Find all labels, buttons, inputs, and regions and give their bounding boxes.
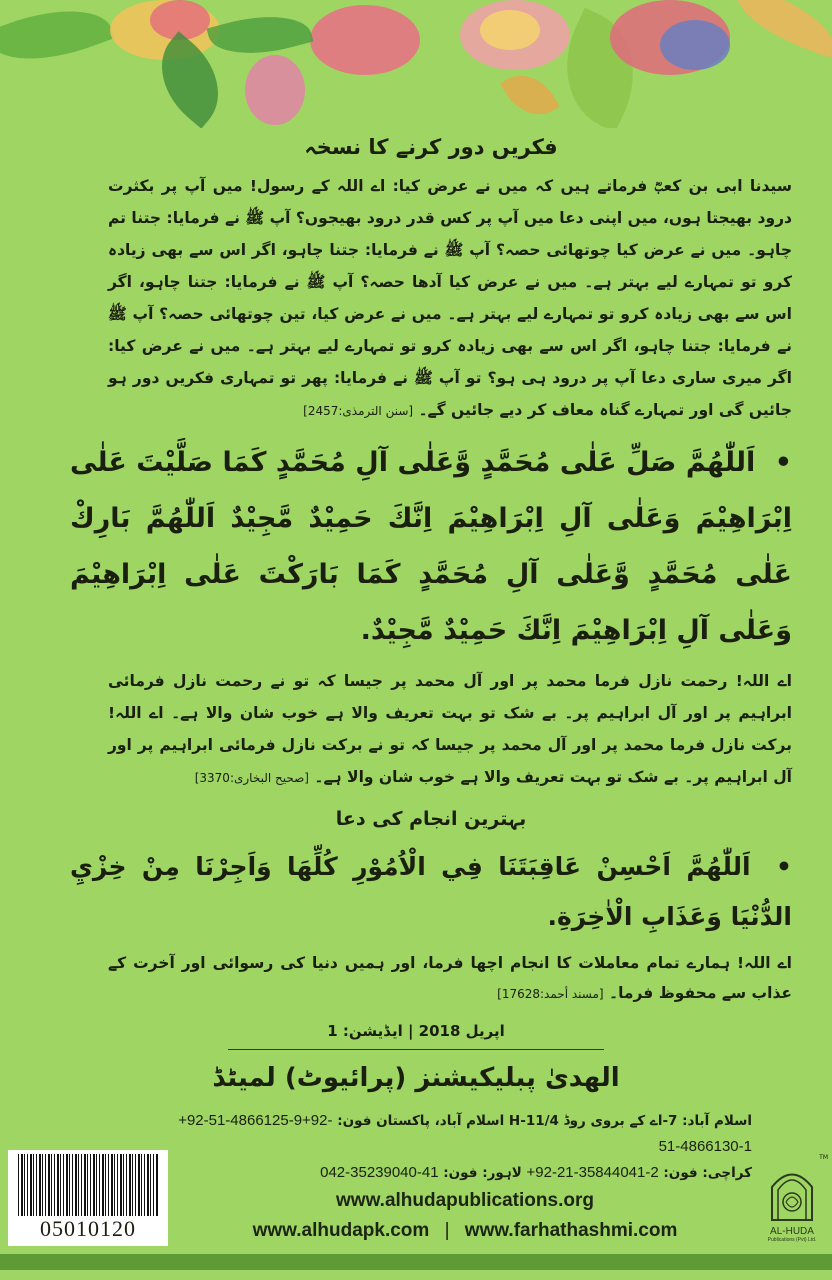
islamabad-address-label: اسلام آباد: 7-اے کے بروی روڈ H-11/4 اسلام آباد، پاکستان فون: xyxy=(337,1113,752,1129)
dua-translation xyxy=(108,948,792,1009)
dua-translation-text: اے اللہ! ہمارے تمام معاملات کا انجام اچھا فرما، اور ہمیں دنیا کی رسوائی اور آخرت کے عذاب سے محفوظ فرما۔ xyxy=(108,954,792,1002)
website-row-1 xyxy=(178,1186,752,1216)
durood-text: اَللّٰهُمَّ صَلِّ عَلٰى مُحَمَّدٍ وَّعَلٰى آلِ مُحَمَّدٍ كَمَا صَلَّيْتَ عَلٰى اِبْرَاهِيْمَ وَعَلٰى آلِ اِبْرَاهِيْمَ اِنَّكَ حَمِيْدٌ مَّجِيْدٌ اَللّٰهُمَّ بَارِكْ عَلٰى مُحَمَّدٍ وَّعَلٰى آلِ مُحَمَّدٍ كَمَا بَارَكْتَ عَلٰى اِبْرَاهِيْمَ وَعَلٰى آلِ اِبْرَاهِيْمَ اِنَّكَ حَمِيْدٌ مَّجِيْدٌ. xyxy=(70,447,792,646)
islamabad-address xyxy=(178,1108,752,1160)
durood-translation-text: اے اللہ! رحمت نازل فرما محمد پر اور آل محمد پر جیسا کہ تو نے رحمت نازل فرمائی ابراہیم پر اور آل ابراہیم پر۔ بے شک تو بہت تعریف والا ہے خوب شان والا ہے۔ اے اللہ! برکت نازل فرما محمد پر اور آل محمد پر جیسا کہ تو نے برکت نازل فرمائی ابراہیم پر اور آل ابراہیم پر۔ بے شک تو بہت تعریف والا ہے خوب شان والا ہے۔ xyxy=(108,672,792,786)
dua-reference: [مسند أحمد:17628] xyxy=(497,987,604,1001)
barcode-number: 05010120 xyxy=(40,1216,136,1241)
dua-text: اَللّٰهُمَّ اَحْسِنْ عَاقِبَتَنَا فِي الْاُمُوْرِ كُلِّهَا وَاَجِرْنَا مِنْ خِزْيِ الدُّنْيَا وَعَذَابِ الْاٰخِرَةِ. xyxy=(70,852,792,931)
bullet: • xyxy=(774,447,792,478)
dua-heading: بہترین انجام کی دعا xyxy=(335,808,527,830)
hadith-text: سیدنا ابی بن کعبؓ فرماتے ہیں کہ میں نے عرض کیا: اے اللہ کے رسول! میں آپ پر بکثرت درود بھیجتا ہوں، میں اپنی دعا میں آپ پر کس قدر درود بھیجوں؟ آپ ﷺ نے فرمایا: جتنا تم چاہو۔ میں نے عرض کیا چوتھائی حصہ؟ آپ ﷺ نے فرمایا: جتنا چاہو، اگر اس سے بھی زیادہ کرو تو تمہارے لیے بہتر ہے۔ میں نے عرض کیا آدھا حصہ؟ آپ ﷺ نے فرمایا: جتنا چاہو، اگر اس سے بھی زیادہ کرو تو تمہارے لیے بہتر ہے۔ میں نے عرض کیا، تین چوتھائی حصہ؟ آپ ﷺ نے فرمایا: جتنا چاہو، اگر اس سے بھی زیادہ کرو تو تمہارے لیے بہتر ہے۔ میں نے عرض کیا: اگر میری ساری دعا آپ پر درود ہی ہو؟ تو آپ ﷺ نے فرمایا: پھر تو تمہاری فکریں دور ہو جائیں گی اور تمہارے گناہ معاف کر دیے جائیں گے۔ xyxy=(108,177,792,419)
website-link-farhathashmi[interactable]: www.farhathashmi.com xyxy=(464,1220,678,1241)
trademark: TM xyxy=(819,1154,828,1161)
karachi-label: کراچی: فون: xyxy=(663,1165,752,1181)
karachi-lahore-contacts xyxy=(178,1160,752,1186)
floral-header-illustration xyxy=(0,0,832,128)
footer xyxy=(0,1108,832,1254)
alhuda-logo-icon xyxy=(762,1162,822,1222)
hadith-paragraph xyxy=(108,170,792,427)
cover-content xyxy=(0,132,832,1009)
karachi-phone: +92-21-35844041-2 xyxy=(526,1164,659,1181)
hadith-reference: [سنن الترمذی:2457] xyxy=(303,404,414,418)
barcode xyxy=(8,1150,168,1246)
website-link-alhudapk[interactable]: www.alhudapk.com xyxy=(252,1220,430,1241)
durood-reference: [صحیح البخاری:3370] xyxy=(194,771,309,785)
website-separator: | xyxy=(444,1220,450,1241)
section-title: فکریں دور کرنے کا نسخہ xyxy=(304,135,558,159)
bottom-edge-strip xyxy=(0,1254,832,1270)
publisher-name: الھدیٰ پبلیکیشنز (پرائیوٹ) لمیٹڈ xyxy=(212,1063,620,1093)
islamabad-phones: +92-51-4866125-9+92-51-4866130-1 xyxy=(178,1112,752,1155)
bullet: • xyxy=(776,852,792,881)
divider xyxy=(228,1049,604,1050)
edition-info: اپریل 2018 | ایڈیشن: 1 xyxy=(327,1022,505,1040)
dua-arabic xyxy=(70,842,792,942)
contact-block xyxy=(178,1108,752,1246)
lahore-label: لاہور: فون: xyxy=(443,1165,522,1181)
website-link-alhudapublications[interactable]: www.alhudapublications.org xyxy=(336,1190,594,1211)
logo-text: AL-HUDA xyxy=(770,1226,814,1237)
durood-arabic xyxy=(70,435,792,659)
website-row-2 xyxy=(178,1216,752,1246)
lahore-phone: 042-35239040-41 xyxy=(320,1164,439,1181)
barcode-bars xyxy=(18,1154,158,1216)
logo-subtext: Publications (Pvt) Ltd. xyxy=(767,1237,817,1243)
durood-translation xyxy=(108,665,792,794)
alhuda-logo xyxy=(762,1154,828,1246)
